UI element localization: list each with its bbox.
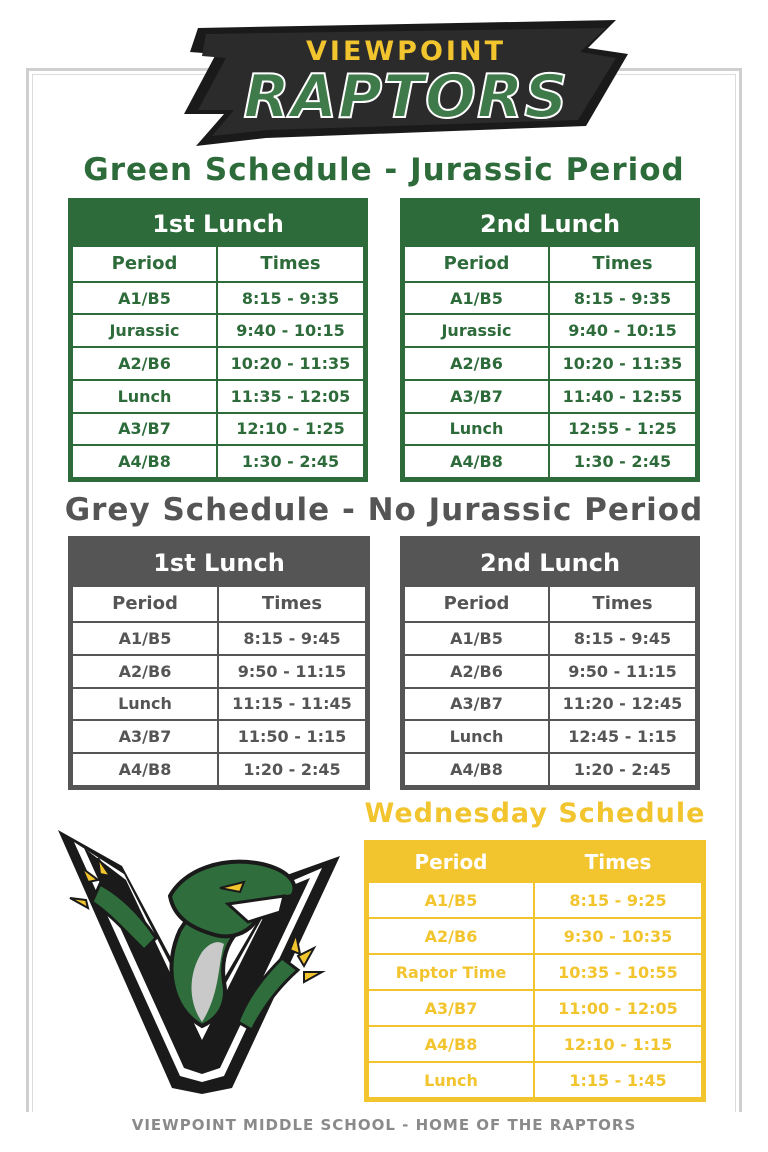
logo-top-text: VIEWPOINT [306,36,506,67]
column-header-times: Times [219,587,367,623]
column-header-period: Period [71,247,218,283]
column-header-times: Times [218,247,365,283]
time-cell: 12:55 - 1:25 [550,414,697,447]
period-cell: A1/B5 [71,623,219,656]
wednesday-schedule-table [364,840,706,1102]
grey-2nd-lunch-table [400,536,700,790]
school-logo [176,14,636,150]
time-cell: 9:40 - 10:15 [550,315,697,348]
table-heading: 1st Lunch [153,549,285,577]
time-cell: 8:15 - 9:45 [550,623,697,656]
period-cell: Lunch [71,381,218,414]
grey-schedule-title: Grey Schedule - No Jurassic Period [64,492,704,528]
column-header-times: Times [535,843,703,883]
time-cell: 1:15 - 1:45 [535,1063,703,1099]
column-header-times: Times [550,247,697,283]
period-cell: Lunch [403,721,550,754]
time-cell: 8:15 - 9:35 [550,283,697,316]
column-header-period: Period [367,843,535,883]
period-cell: Lunch [367,1063,535,1099]
period-cell: A1/B5 [403,623,550,656]
table-heading: 2nd Lunch [479,210,621,238]
period-cell: Raptor Time [367,955,535,991]
period-cell: A4/B8 [403,446,550,479]
time-cell: 11:50 - 1:15 [219,721,367,754]
time-cell: 11:00 - 12:05 [535,991,703,1027]
green-2nd-lunch-table [400,198,700,482]
period-cell: Jurassic [403,315,550,348]
period-cell: A3/B7 [403,381,550,414]
period-cell: A2/B6 [403,656,550,689]
time-cell: 8:15 - 9:35 [218,283,365,316]
green-schedule-title: Green Schedule - Jurassic Period [83,152,685,188]
time-cell: 11:40 - 12:55 [550,381,697,414]
period-cell: A2/B6 [403,348,550,381]
time-cell: 11:20 - 12:45 [550,689,697,722]
time-cell: 1:30 - 2:45 [550,446,697,479]
time-cell: 1:20 - 2:45 [219,754,367,787]
period-cell: A1/B5 [367,883,535,919]
period-cell: A4/B8 [367,1027,535,1063]
footer-text: VIEWPOINT MIDDLE SCHOOL - HOME OF THE RAPTORS [131,1116,637,1134]
column-header-period: Period [403,247,550,283]
period-cell: Lunch [403,414,550,447]
time-cell: 9:30 - 10:35 [535,919,703,955]
period-cell: A3/B7 [71,414,218,447]
time-cell: 9:40 - 10:15 [218,315,365,348]
table-heading: 1st Lunch [152,210,284,238]
wednesday-schedule-title: Wednesday Schedule [364,798,706,829]
time-cell: 8:15 - 9:45 [219,623,367,656]
time-cell: 10:20 - 11:35 [550,348,697,381]
period-cell: A1/B5 [403,283,550,316]
period-cell: A3/B7 [71,721,219,754]
time-cell: 10:35 - 10:55 [535,955,703,991]
time-cell: 12:10 - 1:25 [218,414,365,447]
column-header-period: Period [403,587,550,623]
green-1st-lunch-table [68,198,368,482]
time-cell: 12:10 - 1:15 [535,1027,703,1063]
period-cell: A3/B7 [403,689,550,722]
column-header-times: Times [550,587,697,623]
time-cell: 8:15 - 9:25 [535,883,703,919]
time-cell: 12:45 - 1:15 [550,721,697,754]
time-cell: 11:15 - 11:45 [219,689,367,722]
time-cell: 1:20 - 2:45 [550,754,697,787]
period-cell: A2/B6 [71,348,218,381]
logo-main-text: RAPTORS [243,62,569,132]
period-cell: A4/B8 [403,754,550,787]
time-cell: 9:50 - 11:15 [550,656,697,689]
time-cell: 1:30 - 2:45 [218,446,365,479]
period-cell: A2/B6 [367,919,535,955]
period-cell: A2/B6 [71,656,219,689]
period-cell: A4/B8 [71,754,219,787]
period-cell: Lunch [71,689,219,722]
period-cell: A1/B5 [71,283,218,316]
time-cell: 11:35 - 12:05 [218,381,365,414]
period-cell: Jurassic [71,315,218,348]
column-header-period: Period [71,587,219,623]
time-cell: 10:20 - 11:35 [218,348,365,381]
grey-1st-lunch-table [68,536,370,790]
period-cell: A3/B7 [367,991,535,1027]
table-heading: 2nd Lunch [479,549,621,577]
raptor-mascot-icon [52,826,342,1096]
time-cell: 9:50 - 11:15 [219,656,367,689]
period-cell: A4/B8 [71,446,218,479]
